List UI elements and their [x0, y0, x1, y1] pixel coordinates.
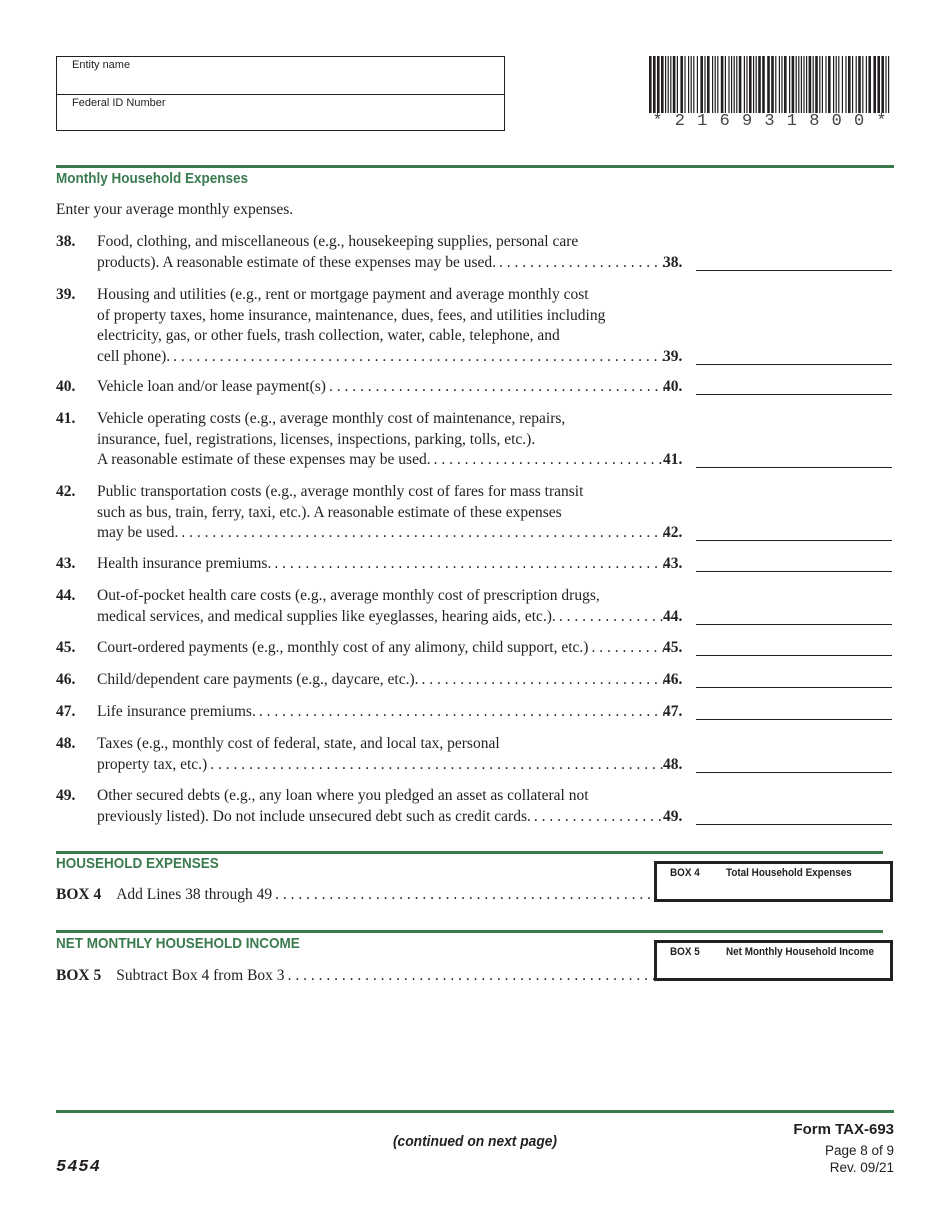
- amount-input-line[interactable]: [696, 655, 892, 656]
- barcode-bar: [815, 56, 818, 113]
- barcode-bar: [881, 56, 884, 113]
- amount-input-line[interactable]: [696, 540, 892, 541]
- barcode-bar: [789, 56, 790, 113]
- line-ref-number: 40.: [663, 378, 683, 395]
- amount-input-line[interactable]: [696, 467, 892, 468]
- line-text: property tax, etc.): [97, 755, 208, 773]
- barcode-bar: [715, 56, 716, 113]
- line-last-text-row: [97, 670, 665, 691]
- barcode-bar: [717, 56, 718, 113]
- line-ref-number: 44.: [663, 607, 683, 625]
- line-number: 49.: [56, 787, 76, 804]
- barcode-bar: [866, 56, 867, 113]
- box4-label: BOX 4: [56, 886, 102, 903]
- box4-title: Total Household Expenses: [726, 867, 852, 879]
- leader-dots: [272, 885, 656, 905]
- barcode-bar: [753, 56, 754, 113]
- line-description: [97, 670, 665, 691]
- leader-dots: [431, 450, 665, 471]
- line-description: [97, 232, 665, 273]
- line-description: [97, 482, 665, 544]
- line-text: products). A reasonable estimate of these expenses may be used.: [97, 253, 497, 271]
- line-text: Public transportation costs (e.g., average monthly cost of fares for mass transit: [97, 483, 584, 500]
- leader-dots: [326, 377, 665, 398]
- line-number: 46.: [56, 671, 76, 688]
- line-last-text-row: [97, 347, 665, 368]
- barcode-bar: [877, 56, 880, 113]
- barcode-bar: [734, 56, 735, 113]
- barcode-bar: [691, 56, 692, 113]
- line-number: 41.: [56, 410, 76, 427]
- page-info: [825, 1142, 894, 1176]
- barcode-bar: [888, 56, 889, 113]
- barcode-bar: [661, 56, 664, 113]
- barcode-bar: [731, 56, 732, 113]
- line-text: Out-of-pocket health care costs (e.g., average monthly cost of prescription drugs,: [97, 587, 600, 604]
- net-income-divider: [56, 930, 883, 933]
- barcode-bar: [862, 56, 863, 113]
- amount-input-line[interactable]: [696, 772, 892, 773]
- line-last-text-row: [97, 253, 665, 274]
- line-number: 44.: [56, 587, 76, 604]
- barcode-bar: [848, 56, 851, 113]
- net-income-title: NET MONTHLY HOUSEHOLD INCOME: [56, 935, 300, 952]
- box5-total-field[interactable]: [654, 940, 893, 981]
- barcode-bar: [744, 56, 745, 113]
- line-last-text-row: [97, 702, 665, 723]
- line-text: Vehicle operating costs (e.g., average monthly cost of maintenance, repairs,: [97, 410, 566, 427]
- barcode-bar: [746, 56, 747, 113]
- line-text: Food, clothing, and miscellaneous (e.g., housekeeping supplies, personal care: [97, 233, 579, 250]
- line-description: [97, 786, 665, 827]
- federal-id-field[interactable]: [57, 94, 504, 131]
- line-text: Life insurance premiums.: [97, 703, 256, 720]
- barcode-bar: [736, 56, 737, 113]
- line-last-text-row: [97, 554, 665, 575]
- barcode-bar: [809, 56, 812, 113]
- barcode-bar: [704, 56, 705, 113]
- barcode-bar: [803, 56, 804, 113]
- line-number: 42.: [56, 483, 76, 500]
- barcode-bar: [673, 56, 676, 113]
- box5-instruction: Subtract Box 4 from Box 3: [116, 967, 285, 984]
- barcode-bar: [822, 56, 823, 113]
- barcode-bar: [749, 56, 752, 113]
- barcode-bar: [796, 56, 797, 113]
- section-divider: [56, 165, 894, 168]
- footer-divider: [56, 1110, 894, 1113]
- leader-dots: [418, 670, 665, 691]
- leader-dots: [207, 755, 665, 776]
- section-intro: Enter your average monthly expenses.: [56, 201, 294, 218]
- entity-name-label: Entity name: [72, 59, 131, 71]
- amount-input-line[interactable]: [696, 394, 892, 395]
- barcode-bar: [779, 56, 780, 113]
- barcode-bar: [677, 56, 678, 113]
- leader-dots: [256, 702, 665, 723]
- barcode-bar: [836, 56, 837, 113]
- barcode-bar: [668, 56, 669, 113]
- amount-input-line[interactable]: [696, 624, 892, 625]
- line-description: [97, 638, 665, 659]
- leader-dots: [496, 253, 665, 274]
- box5-title: Net Monthly Household Income: [726, 946, 874, 958]
- barcode-bar: [756, 56, 757, 113]
- box4-total-field[interactable]: [654, 861, 893, 902]
- barcode-bar: [712, 56, 713, 113]
- line-text: A reasonable estimate of these expenses may be used.: [97, 451, 431, 468]
- box5-tag: BOX 5: [670, 946, 700, 958]
- barcode-bar: [771, 56, 774, 113]
- barcode-bar: [697, 56, 698, 113]
- box4-instruction: Add Lines 38 through 49: [116, 886, 273, 903]
- line-number: 39.: [56, 286, 76, 303]
- line-text: cell phone).: [97, 347, 171, 365]
- barcode-bar: [725, 56, 726, 113]
- line-number: 40.: [56, 378, 76, 395]
- barcode-bar: [688, 56, 689, 113]
- amount-input-line[interactable]: [696, 364, 892, 365]
- barcode-bar: [665, 56, 666, 113]
- box5-instruction-row: [56, 966, 656, 986]
- barcode-bar: [885, 56, 886, 113]
- barcode-bar: [856, 56, 857, 113]
- line-description: [97, 409, 665, 471]
- barcode-bar: [806, 56, 807, 113]
- line-ref-number: 49.: [663, 807, 683, 825]
- barcode-bar: [649, 56, 652, 113]
- line-text: medical services, and medical supplies like eyeglasses, hearing aids, etc.).: [97, 607, 556, 625]
- barcode-bar: [868, 56, 871, 113]
- page-number: Page 8 of 9: [824, 1143, 894, 1158]
- line-number: 47.: [56, 703, 76, 720]
- line-text: electricity, gas, or other fuels, trash collection, water, cable, telephone, and: [97, 327, 560, 344]
- line-ref-number: 38.: [663, 253, 683, 271]
- line-text: Child/dependent care payments (e.g., daycare, etc.).: [97, 671, 419, 688]
- line-text: Health insurance premiums.: [97, 555, 272, 572]
- continued-note: (continued on next page): [392, 1133, 558, 1150]
- line-last-text-row: [97, 607, 665, 628]
- revision: Rev. 09/21: [829, 1160, 894, 1175]
- leader-dots: [531, 807, 665, 828]
- barcode-bar: [684, 56, 685, 113]
- form-name: Form TAX-693: [793, 1121, 894, 1138]
- amount-input-line[interactable]: [696, 687, 892, 688]
- barcode-bar: [828, 56, 831, 113]
- barcode-bar: [721, 56, 724, 113]
- barcode-bar: [858, 56, 861, 113]
- line-number: 38.: [56, 233, 76, 250]
- line-number: 48.: [56, 735, 76, 752]
- line-text: Vehicle loan and/or lease payment(s): [97, 378, 326, 395]
- barcode-bar: [825, 56, 826, 113]
- line-ref-number: 43.: [663, 555, 683, 572]
- line-last-text-row: [97, 450, 665, 471]
- box4-tag: BOX 4: [670, 867, 700, 879]
- amount-input-line[interactable]: [696, 270, 892, 271]
- barcode-bar: [801, 56, 802, 113]
- barcode-bar: [670, 56, 671, 113]
- section-title: Monthly Household Expenses: [56, 170, 249, 187]
- barcode: [648, 56, 892, 113]
- line-ref-number: 39.: [663, 347, 683, 365]
- line-ref-number: 45.: [663, 639, 683, 656]
- leader-dots: [588, 638, 665, 659]
- line-text: previously listed). Do not include unsecured debt such as credit cards.: [97, 807, 531, 825]
- barcode-bar: [833, 56, 834, 113]
- barcode-bar: [700, 56, 703, 113]
- leader-dots: [178, 523, 665, 544]
- line-ref-number: 41.: [663, 451, 683, 468]
- barcode-bar: [758, 56, 761, 113]
- barcode-bar: [693, 56, 694, 113]
- barcode-bar: [781, 56, 782, 113]
- barcode-bar: [707, 56, 710, 113]
- line-description: [97, 285, 665, 367]
- barcode-bar: [873, 56, 876, 113]
- barcode-bar: [739, 56, 742, 113]
- line-last-text-row: [97, 807, 665, 828]
- line-description: [97, 734, 665, 775]
- line-description: [97, 702, 665, 723]
- box5-label: BOX 5: [56, 967, 102, 984]
- line-description: [97, 377, 665, 398]
- barcode-text: * 2 1 6 9 3 1 8 0 0 *: [652, 112, 888, 131]
- household-expenses-title: HOUSEHOLD EXPENSES: [56, 855, 219, 872]
- barcode-bar: [792, 56, 795, 113]
- barcode-bar: [852, 56, 853, 113]
- amount-input-line[interactable]: [696, 571, 892, 572]
- barcode-bar: [813, 56, 814, 113]
- barcode-bar: [784, 56, 787, 113]
- line-ref-number: 46.: [663, 671, 683, 688]
- line-text: may be used.: [97, 524, 179, 541]
- household-expenses-divider: [56, 851, 883, 854]
- line-number: 45.: [56, 639, 76, 656]
- leader-dots: [285, 966, 656, 986]
- line-ref-number: 42.: [663, 524, 683, 541]
- line-last-text-row: [97, 755, 665, 776]
- amount-input-line[interactable]: [696, 824, 892, 825]
- line-text: such as bus, train, ferry, taxi, etc.). A reasonable estimate of these expenses: [97, 503, 562, 521]
- line-last-text-row: [97, 377, 665, 398]
- barcode-bar: [680, 56, 683, 113]
- line-text: Other secured debts (e.g., any loan where you pledged an asset as collateral not: [97, 787, 589, 804]
- line-description: [97, 586, 665, 627]
- barcode-bar: [728, 56, 729, 113]
- barcode-bar: [819, 56, 820, 113]
- line-ref-number: 47.: [663, 703, 683, 720]
- box4-instruction-row: [56, 885, 656, 905]
- leader-dots: [170, 347, 665, 368]
- barcode-bar: [775, 56, 776, 113]
- barcode-bar: [845, 56, 846, 113]
- line-text: Housing and utilities (e.g., rent or mortgage payment and average monthly cost: [97, 286, 589, 303]
- entity-id-box: [56, 56, 505, 131]
- barcode-bar: [762, 56, 765, 113]
- entity-name-field[interactable]: [57, 57, 504, 94]
- form-code: 5454: [56, 1158, 101, 1177]
- barcode-bar: [842, 56, 843, 113]
- amount-input-line[interactable]: [696, 719, 892, 720]
- leader-dots: [271, 554, 665, 575]
- barcode-bar: [798, 56, 799, 113]
- barcode-bar: [767, 56, 770, 113]
- line-last-text-row: [97, 523, 665, 544]
- barcode-bar: [653, 56, 656, 113]
- line-text: insurance, fuel, registrations, licenses, inspections, parking, tolls, etc.).: [97, 430, 536, 448]
- line-number: 43.: [56, 555, 76, 572]
- line-last-text-row: [97, 638, 665, 659]
- line-text: Taxes (e.g., monthly cost of federal, state, and local tax, personal: [97, 735, 500, 752]
- federal-id-label: Federal ID Number: [72, 97, 166, 109]
- leader-dots: [556, 607, 665, 628]
- line-description: [97, 554, 665, 575]
- barcode-bar: [657, 56, 660, 113]
- line-ref-number: 48.: [663, 755, 683, 773]
- barcode-bar: [838, 56, 839, 113]
- line-text: Court-ordered payments (e.g., monthly cost of any alimony, child support, etc.): [97, 639, 589, 656]
- line-text: of property taxes, home insurance, maintenance, dues, fees, and utilities including: [97, 306, 606, 324]
